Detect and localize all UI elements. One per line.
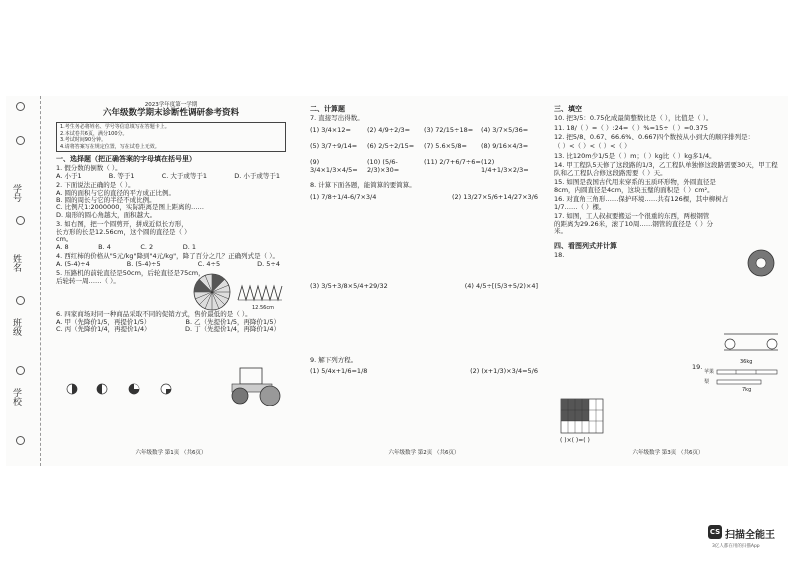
binding-hole-icon — [16, 216, 25, 225]
question-5: 5. 压路机的前轮直径是50cm，后轮直径是75cm，后轮转一周……（ ）。 — [56, 269, 205, 285]
calc-item: (8) 9/16×4/3= — [481, 141, 529, 150]
question-16: 16. 对直角三角形……保护环境……共有126棵，其中柳树占1/7……（ ）棵。 — [554, 195, 729, 211]
binding-strip — [6, 96, 41, 466]
question-1: 1. 假分数的倒数（ ）。 — [56, 164, 122, 173]
segment-diagram — [716, 368, 780, 388]
option: D. 丁（先提价1/4，再降价1/4） — [184, 325, 280, 334]
option: A. 甲（先降价1/5，再提价1/5） — [56, 317, 151, 326]
question-2: 2. 下面说法正确的是（ ）。 — [56, 181, 135, 190]
binding-label-school: 学校 — [11, 388, 21, 406]
question-4: 4. 西红柿的价格从"5元/kg"降到"4元/kg"，降了百分之几？正确列式是（ ）。 — [56, 252, 279, 261]
question-3-options — [56, 244, 202, 251]
option: D. 小于或等于1 — [234, 171, 280, 180]
scanner-logo-icon: CS — [708, 525, 722, 539]
option: B. 等于1 — [108, 171, 135, 180]
question-13: 13. 比120m少1/5是（ ）m；（ ）kg比（ ）kg多1/4。 — [554, 151, 716, 160]
option: C. 比例尺1:2000000，实际距离是图上距离的…… — [56, 203, 204, 212]
page-2 — [310, 102, 538, 458]
notice-line: 4.请将答案写在规定位置，写在试卷上无效。 — [60, 143, 160, 150]
scanner-watermark — [708, 523, 790, 557]
diagram-row2-label: 梨 — [704, 379, 710, 385]
binding-hole-icon — [16, 436, 25, 445]
calc-item: (2) 13/27×5/6+14/27×3/6 — [452, 192, 538, 201]
page-footer: 六年级数学 第2页 （共6页） — [388, 449, 460, 456]
option: D. 1 — [182, 242, 196, 251]
calc-item: (10) (5/6-2/3)×30= — [367, 158, 400, 174]
calc-item: (12) 1/4+1/3×2/3= — [481, 158, 529, 174]
diagram-part-label: 7kg — [742, 387, 752, 393]
option: C. 大于或等于1 — [161, 171, 208, 180]
jade-ring-figure — [746, 248, 776, 278]
notice-line: 2.本试卷共6页，满分100分。 — [60, 130, 128, 137]
option: D. 5÷4 — [257, 259, 280, 268]
question-4-options — [56, 261, 286, 268]
calc-item: (2) 4/9÷2/3= — [367, 125, 411, 134]
zigzag-strip-figure — [236, 282, 286, 306]
exam-notice — [56, 122, 286, 152]
question-12: 12. 把5/8、0.67、66.6%、0.667四个数按从小到大的顺序排列是： — [554, 132, 755, 141]
notice-line: 3.考试时间90分钟。 — [60, 137, 107, 144]
option: B. 4 — [98, 242, 111, 251]
q5-circle-options — [58, 382, 188, 396]
question-9-row — [310, 368, 538, 375]
binding-hole-icon — [16, 366, 25, 375]
option: C. 丙（先降价1/4，再提价1/4） — [56, 325, 151, 334]
exam-title: 六年级数学期末诊断性调研参考资料 — [102, 108, 239, 119]
section-title: 三、填空 — [554, 105, 582, 113]
binding-hole-icon — [16, 296, 25, 305]
strip-length-label: 12.56cm — [252, 305, 274, 311]
page-3 — [554, 102, 782, 458]
scanner-app-name: 扫描全能王 — [725, 530, 775, 541]
exam-year: 2023学年度第一学期 — [144, 102, 198, 108]
notice-line: 1.考生务必将姓名、学号等信息填写在答题卡上。 — [60, 124, 170, 131]
scanner-app-tagline: 3亿人都在用的扫描App — [712, 544, 760, 549]
question-15: 15. 如图是我国古代用来穿系的玉质环形物，外圆直径是8cm，内圆直径是4cm，这块玉璧的面积是（ ）cm²。 — [554, 178, 716, 194]
calc-item: (5) 3/7÷9/14= — [310, 141, 358, 150]
calc-item: (3) 3/5+3/8×5/4+29/32 — [310, 282, 388, 291]
question-3: 3. 如右图，把一个圆剪开，拼成近似长方形，长方形的长是12.56cm，这个圆的直径是（ ）cm。 — [56, 220, 188, 244]
option: B. (5-4)÷5 — [126, 259, 161, 268]
binding-hole-icon — [16, 136, 25, 145]
exam-sheet — [6, 96, 788, 466]
question-7: 7. 直接写出得数。 — [310, 114, 364, 123]
calc-item: (6) 2/5÷2/15= — [367, 141, 415, 150]
question-18: 18. — [554, 250, 565, 259]
question-14: 14. 甲工程队5天修了这段路的1/3，乙工程队单独修这段路需要30天，甲工程队和乙工程队合修这段路需要（ ）天。 — [554, 161, 778, 177]
fraction-blanks: ( )×( )=( ) — [560, 437, 590, 444]
question-11: 11. 18/（ ）=（ ）:24=（ ）%=15÷（ ）=0.375 — [554, 123, 708, 132]
option: D. 扇形的圆心角越大，面积越大。 — [56, 210, 157, 219]
equation-item: (1) 5/4x+1/6=1/8 — [310, 367, 368, 376]
calc-item: (11) 2/7+6/7÷6= — [424, 158, 481, 167]
option: A. (5-4)÷4 — [56, 259, 90, 268]
option: A. 8 — [56, 242, 69, 251]
calc-item: (4) 3/7×5/36= — [481, 125, 529, 134]
binding-label-id: 学号 — [11, 184, 21, 202]
option: B. 圆的周长与它的半径不成比例。 — [56, 196, 156, 204]
question-19: 19. — [692, 363, 703, 371]
calc-item: (3) 72/15÷18= — [424, 125, 474, 134]
calc-item: (9) 3/4×1/3×4/5= — [310, 158, 358, 174]
binding-label-class: 班级 — [11, 318, 21, 336]
binding-hole-icon — [16, 102, 25, 111]
question-6: 6. 四家商场对同一种商品采取不同的促销方式，售价最低的是（ ）。 — [56, 310, 252, 319]
calc-item: (1) 7/8÷1/4-6/7×3/4 — [310, 192, 377, 201]
section-title: 四、看图列式并计算 — [554, 241, 617, 250]
section-title: 一、选择题（把正确答案的字母填在括号里） — [56, 155, 196, 164]
question-7-grid — [310, 127, 538, 175]
diagram-row1-label: 苹果 — [704, 369, 715, 375]
circle-sector-figure — [192, 272, 232, 312]
question-6-options-row2 — [56, 326, 286, 333]
option: A. 小于1 — [56, 171, 82, 180]
option: C. 4÷5 — [197, 259, 221, 268]
road-roller-figure — [228, 364, 284, 406]
calc-item: (7) 5.6×5/8= — [424, 141, 467, 150]
question-8-row2 — [310, 283, 538, 290]
question-1-options — [56, 173, 286, 180]
question-8-row1 — [310, 194, 538, 201]
section-title: 二、计算题 — [310, 105, 345, 113]
option: A. 圆的面积与它的直径的平方成正比例。 — [56, 188, 175, 197]
question-12-blanks: （ ）<（ ）<（ ）<（ ） — [554, 142, 631, 151]
steel-pipes-figure — [722, 330, 780, 354]
binding-label-name: 姓名 — [11, 254, 21, 272]
option: B. 乙（先提价1/5，再降价1/5） — [185, 317, 280, 326]
calc-item: (1) 3/4×12= — [310, 125, 351, 134]
equation-item: (2) (x+1/3)×3/4=5/6 — [470, 367, 538, 376]
question-8: 8. 计算下面各题，能简算的要简算。 — [310, 181, 416, 190]
page-footer: 六年级数学 第3页 （共6页） — [632, 449, 704, 456]
page-1 — [56, 102, 286, 458]
page-footer: 六年级数学 第1页 （共6页） — [135, 449, 207, 456]
fraction-grid-figure — [560, 398, 604, 434]
calc-item: (4) 4/5÷[(5/3+5/2)×4] — [464, 282, 538, 291]
question-17: 17. 如图，工人叔叔要搬运一个很重的东西，两根钢管的距离为29.26米，滚了10周……钢管的直径是（ ）分米。 — [554, 212, 713, 236]
question-10: 10. 把3/5：0.75化成最简整数比是（ ），比值是（ ）。 — [554, 114, 713, 123]
diagram-total-label: 36kg — [740, 359, 753, 365]
question-9: 9. 解下列方程。 — [310, 355, 358, 364]
option: C. 2 — [140, 242, 154, 251]
